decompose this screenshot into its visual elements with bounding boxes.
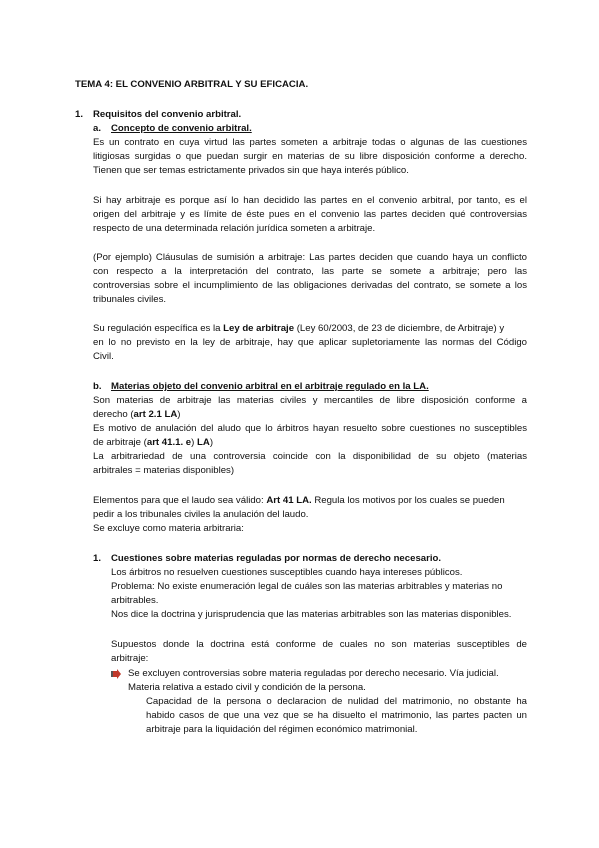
- paragraph-line: Es motivo de anulación del aludo que lo árbitros hayan resuelto sobre cuestiones no susceptibles: [93, 423, 527, 434]
- list-1-heading: Cuestiones sobre materias reguladas por normas de derecho necesario.: [111, 553, 442, 564]
- paragraph-line: Los árbitros no resuelven cuestiones susceptibles cuando haya intereses públicos.: [111, 567, 463, 578]
- paragraph-line: Son materias de arbitraje las materias civiles y mercantiles de libre disposición conforme a: [93, 395, 527, 406]
- paragraph-line: controversias sobre el incumplimiento de las obligaciones derivadas del contrato, se somete a los: [93, 280, 527, 291]
- paragraph-line: arbitrables.: [111, 595, 159, 606]
- paragraph-line: Problema: No existe enumeración legal de cuáles son las materias arbitrables y materias no: [111, 581, 503, 592]
- paragraph-line: Capacidad de la persona o declaracion de nulidad del matrimonio, no obstante ha: [146, 696, 527, 707]
- paragraph-line: Es un contrato en cuya virtud las partes someten a arbitraje todas o algunas de las cuestiones: [93, 137, 527, 148]
- section-1-heading: Requisitos del convenio arbitral.: [93, 109, 242, 120]
- paragraph-line: con respecto a la interpretación del contrato, las parte se somete a arbitraje; pero las: [93, 266, 527, 277]
- paragraph-line: litigiosas surgidas o que puedan surgir en materias de su libre disposición conforme a derecho.: [93, 151, 527, 162]
- paragraph-line: respecto de una determinada relación jurídica someten a arbitraje.: [93, 223, 376, 234]
- paragraph-line: (Por ejemplo) Cláusulas de sumisión a arbitraje: Las partes deciden que cuando haya un conflicto: [93, 252, 527, 263]
- subsection-b-heading: Materias objeto del convenio arbitral en el arbitraje regulado en la LA.: [111, 381, 429, 392]
- list-1-number: 1.: [93, 553, 102, 564]
- paragraph-line: Su regulación específica es la Ley de arbitraje (Ley 60/2003, de 23 de diciembre, de Arbitraje) y: [93, 323, 505, 334]
- paragraph-line: Se excluye como materia arbitraria:: [93, 523, 244, 534]
- paragraph-line: derecho (art 2.1 LA): [93, 409, 181, 420]
- paragraph-line: en lo no previsto en la ley de arbitraje, hay que aplicar supletoriamente las normas del Código: [93, 337, 527, 348]
- sub-item: Materia relativa a estado civil y condición de la persona.: [128, 682, 366, 693]
- paragraph-line: tribunales civiles.: [93, 294, 167, 305]
- paragraph-line: origen del arbitraje y es límite de éste pues en el convenio las partes deciden qué controversias: [93, 209, 527, 220]
- paragraph-line: Supuestos donde la doctrina está conforme de cuales no son materias susceptibles de: [111, 639, 527, 650]
- paragraph-line: pedir a los tribunales civiles la anulación del laudo.: [93, 509, 309, 520]
- paragraph-line: Si hay arbitraje es porque así lo han decidido las partes en el convenio arbitral, por tanto, es el: [93, 195, 527, 206]
- paragraph-line: arbitraje para la liquidación del régimen económico matrimonial.: [146, 724, 418, 735]
- paragraph-line: La arbitrariedad de una controversia coincide con la disponibilidad de su objeto (materias: [93, 451, 527, 462]
- paragraph-line: habido casos de que una vez que se ha disuelto el matrimonio, las partes pacten un: [146, 710, 527, 721]
- paragraph-line: Tienen que ser temas estrictamente privados sin que haya interés público.: [93, 165, 409, 176]
- section-1-number: 1.: [75, 109, 84, 120]
- paragraph-line: Elementos para que el laudo sea válido: Art 41 LA. Regula los motivos por los cuales se pueden: [93, 495, 505, 506]
- subsection-a-number: a.: [93, 123, 102, 134]
- subsection-b-number: b.: [93, 381, 102, 392]
- subsection-a-heading: Concepto de convenio arbitral.: [111, 123, 252, 134]
- paragraph-line: arbitrales = materias disponibles): [93, 465, 235, 476]
- arrow-bullet-icon: [111, 669, 121, 679]
- paragraph-line: Nos dice la doctrina y jurisprudencia que las materias arbitrables son las materias disponibles.: [111, 609, 512, 620]
- paragraph-line: de arbitraje (art 41.1. e) LA): [93, 437, 214, 448]
- bullet-item: Se excluyen controversias sobre materia reguladas por derecho necesario. Vía judicial.: [128, 668, 499, 679]
- paragraph-line: Civil.: [93, 351, 114, 362]
- paragraph-line: arbitraje:: [111, 653, 149, 664]
- document-title: TEMA 4: EL CONVENIO ARBITRAL Y SU EFICACIA.: [75, 79, 309, 90]
